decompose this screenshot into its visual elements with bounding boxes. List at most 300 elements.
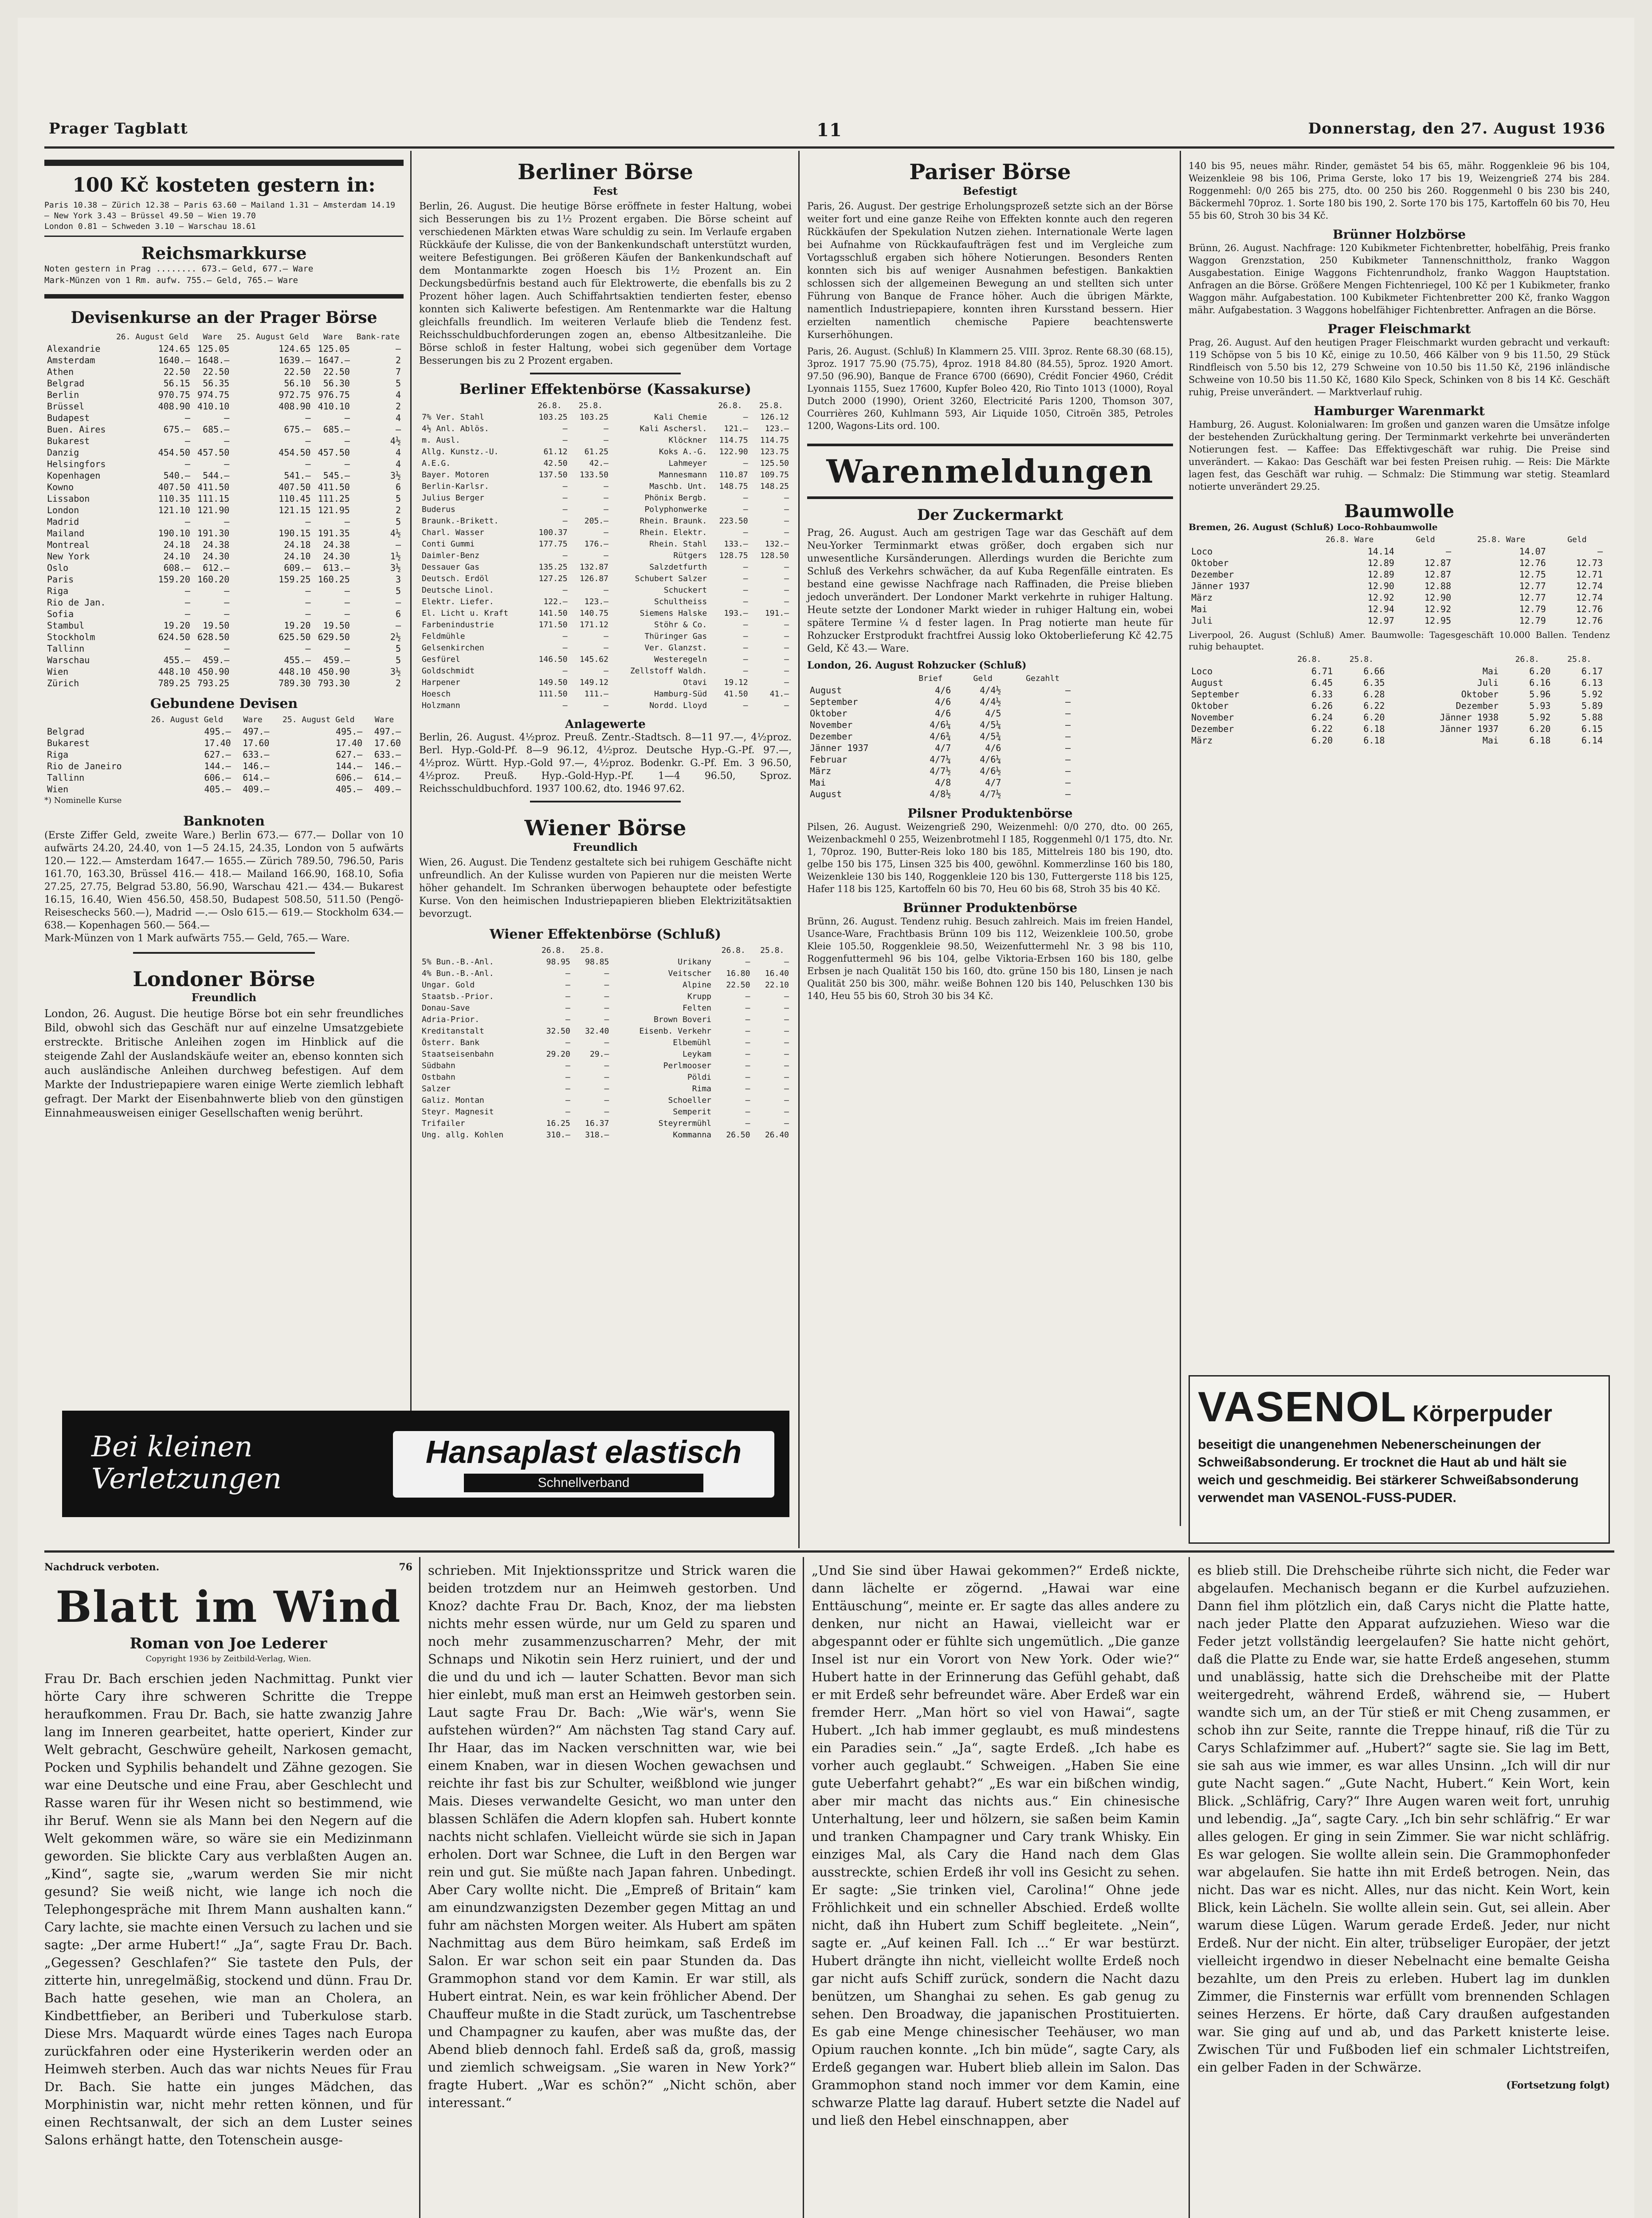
devisen-row-cell: 541.—	[284, 470, 311, 481]
liverpool-row-cell: 6.20	[1529, 724, 1551, 734]
zucker-row-cell: September	[810, 696, 858, 707]
kassa-row-cell: —	[743, 562, 748, 572]
berlin-text: Berlin, 26. August. Die heutige Börse eröffnete in fester Haltung, wobei sich Besserungen bis zu 1½ Prozent ergaben. Die Börse scheint auf verschiedenen Märkten etwas Ware schuldig zu sein. Im Verlaufe ergaben Rückkäufe der Kulisse, die von der Bankenkundschaft unterstützt wurden, weitere Befestigungen. Bei größeren Käufen der Bankenkundschaft auf dem Montanmarkte zogen Hoesch bis 1½ Prozent an. Ein Deckungsbedürfnis bestand auch für Elektrowerte, die ebenfalls bis zu 2 Prozent höher lagen. Auch Schiffahrtsaktien tendierten fester, ebenso konnten sich Kaliwerte befestigen. Am Rentenmarkte war die Haltung gleichfalls freundlich. Im weiteren Verlaufe blieb die Tendenz fest. Reichsschuldbuchforderungen zogen an, ebenso Altbesitzanleihe. Die Börse schloß in fester Haltung, wobei sich gegenüber dem Vortage Besserungen bis zu 2 Prozent ergaben.	[419, 201, 792, 366]
kassa-col-header: 25.8.	[759, 401, 783, 410]
zucker-row-cell	[1004, 708, 1012, 719]
kassa-row-cell: 121.—	[724, 424, 748, 433]
devisen-row-cell: 24.38	[203, 539, 230, 550]
kassa-row-cell: 19.12	[724, 678, 748, 687]
liverpool-row-cell: 5.93	[1529, 700, 1551, 711]
wien-row-cell: —	[784, 1026, 789, 1036]
wien-row-cell: 16.80	[726, 969, 750, 978]
kassa-row-cell: Holzmann	[422, 701, 460, 710]
wien-col-header: 26.8.	[542, 946, 566, 955]
gebundene-rows	[44, 726, 404, 795]
devisen-row-cell: —	[344, 459, 350, 469]
devisen-row-cell: 410.10	[318, 401, 350, 412]
kassa-row	[419, 677, 792, 688]
gebundene-row	[44, 726, 404, 737]
liverpool-row-cell: 6.24	[1311, 712, 1333, 723]
devisen-row	[44, 608, 404, 620]
finance-column-4	[1189, 160, 1610, 746]
baumwolle-row-cell: 12.92	[1424, 604, 1452, 614]
liverpool-row-cell: 6.28	[1363, 689, 1385, 700]
liverpool-row-cell: 6.18	[1363, 735, 1385, 746]
novel-title: Blatt im Wind	[55, 1582, 401, 1632]
devisen-row-cell: —	[224, 459, 230, 469]
zucker-row-cell: 4/6	[985, 743, 1001, 753]
kassa-row-cell: 135.25	[538, 562, 568, 572]
wien-row-cell: —	[604, 1061, 609, 1070]
kassa-title: Berliner Effektenbörse (Kassakurse)	[459, 381, 752, 397]
wien-row-cell: 22.50	[726, 980, 750, 990]
devisen-row-cell: 24.10	[284, 551, 311, 562]
novel-column-4	[1197, 1561, 1610, 2091]
devisen-row-cell: 411.50	[318, 482, 350, 492]
gebundene-row-cell: 627.—	[204, 749, 231, 760]
zucker-row-cell	[954, 742, 962, 754]
wien-col-header	[419, 945, 534, 956]
gebundene-row-cell: 405.—	[204, 784, 231, 794]
liverpool-row	[1189, 665, 1605, 677]
column-divider	[803, 1557, 804, 2218]
baumwolle-row-cell: Juli	[1191, 615, 1213, 626]
wien-table	[419, 945, 792, 1141]
devisen-row-cell: 407.50	[158, 482, 190, 492]
wien-row-cell: Ungar. Gold	[422, 980, 475, 990]
devisen-row-cell: 6	[395, 482, 401, 492]
wien-row-cell: 32.40	[585, 1026, 609, 1036]
baumwolle-row-cell: 12.75	[1519, 569, 1546, 580]
baumwolle-col-header	[1189, 534, 1302, 546]
pilsen-text: Pilsen, 26. August. Weizengrieß 290, Weizenmehl: 0/0 270, dto. 00 265, Weizenbackmehl 0 255, Weizenbrotmehl I 185, Roggenmehl 0/1 175, dto. Nr. 1, 70proz. 190, Butter-Reis loko 180 bis 185, Mittelreis 180 bis 190, dto. gelbe 150 bis 175, Linsen 325 bis 400, gewöhnl. Kommerzlinse 160 bis 180, Weizenkleie 130 bis 140, Roggenkleie 120 bis 130, Futtergerste 118 bis 125, Hafer 118 bis 125, Kartoffeln 60 bis 70, Heu 60 bis 68, Stroh 35 bis 40 Kč.	[807, 822, 1173, 894]
kassa-row	[419, 631, 792, 642]
devisen-row	[44, 424, 404, 435]
devisen-row-cell: —	[224, 597, 230, 608]
wien-row-cell: 98.95	[546, 957, 570, 967]
wien-rows	[419, 956, 792, 1141]
devisen-row-cell: Wien	[47, 666, 69, 677]
kassa-row-cell: —	[743, 574, 748, 583]
devisen-row-cell: —	[184, 516, 190, 527]
devisen-row-cell: Montreal	[47, 539, 90, 550]
banknoten-text: (Erste Ziffer Geld, zweite Ware.) Berlin 673.— 677.— Dollar von 10 aufwärts 24.20, 24.40, von 1—5 24.15, 24.35, London von 5 aufwärts 120.— 122.— Amsterdam 1647.— 1655.— Zürich 789.50, 796.50, Paris 161.70, 163.30, Brüssel 416.— 418.— Mailand 166.90, 168.10, Sofia 27.25, 27.75, Belgrad 53.80, 56.90, Warschau 421.— 434.— Bukarest 16.15, 16.40, Wien 456.50, 458.50, Budapest 508.50, 511.50 (Pengö-Reiseschecks 560.—), Madrid —.— Oslo 615.— 619.— Stockholm 634.— 638.— Kopenhagen 560.— 564.—	[44, 830, 404, 931]
devisen-row-cell: Paris	[47, 574, 74, 585]
devisen-row-cell: 4½	[390, 528, 401, 539]
baumwolle-row-cell: 12.89	[1367, 569, 1394, 580]
devisen-row-cell: 19.20	[284, 620, 311, 631]
devisen-row-cell: —	[305, 586, 311, 596]
paris-kurse: Paris, 26. August. (Schluß) In Klammern 25. VIII. 3proz. Rente 68.30 (68.15), 3proz. 1917 75.90 (75.75), 4proz. 1918 84.80 (84.55), 5proz. 1920 Amort. 97.50 (96.90), Banque de France 6700 (6690), Crédit Foncier 4960, Crédit Lyonnais 1155, Suez 17600, Kupfer Boleo 420, Rio Tinto 1013 (1000), Royal Dutch 2000 (1990), Orient 3260, Electricité Paris 1200, Thomson 307, Courrières 260, Kuhlmann 593, Air Liquide 1050, Citroën 385, Petroles 1200, Wagons-Lits ord. 100.	[807, 346, 1173, 431]
devisen-row-cell: 789.25	[158, 678, 190, 688]
devisen-row-cell: 675.—	[284, 424, 311, 435]
kassa-row-cell: Conti Gummi	[422, 539, 475, 549]
devisen-row-cell: 160.25	[318, 574, 350, 585]
kassa-row	[419, 585, 792, 596]
zucker-row-cell	[1004, 696, 1012, 708]
devisen-row-cell: London	[47, 505, 79, 515]
wien-row-cell: —	[745, 1096, 750, 1105]
liverpool-row-cell: Oktober	[1191, 700, 1229, 711]
wien-row	[419, 1014, 792, 1026]
zucker-row	[807, 708, 1073, 719]
devisen-row-cell: 976.75	[318, 389, 350, 400]
kassa-row-cell: 149.50	[538, 678, 568, 687]
kassa-row-cell: —	[604, 643, 608, 653]
zucker-row-cell: November	[810, 720, 853, 730]
devisen-row-cell: Sofia	[47, 609, 74, 619]
devisen-row-cell: Oslo	[47, 562, 69, 573]
devisen-row-cell: 121.90	[197, 505, 230, 515]
devisen-row-cell: —	[184, 436, 190, 446]
zucker-row	[807, 742, 1073, 754]
devisen-row-cell: 789.30	[279, 678, 311, 688]
liverpool-row-cell: September	[1191, 689, 1240, 700]
newspaper-page	[18, 18, 1634, 2218]
kassa-row-cell: Daimler-Benz	[422, 551, 480, 560]
liverpool-row-cell: 6.18	[1529, 735, 1551, 746]
devisen-row	[44, 389, 404, 401]
kassa-row-cell: m. Ausl.	[422, 436, 460, 445]
zucker-row-cell	[1004, 731, 1012, 742]
kassa-row-cell: Siemens Halske	[640, 609, 707, 618]
kassa-row-cell: 109.75	[760, 470, 789, 480]
kassa-row-cell: —	[604, 586, 608, 595]
zucker-row-cell: 4/6	[935, 708, 951, 719]
devisen-col-header: 26. August Geld	[116, 332, 188, 342]
liverpool-row-cell: Mai	[1482, 735, 1499, 746]
gebundene-row-cell: 497.—	[374, 726, 401, 737]
devisen-row-cell: 1648.—	[197, 355, 230, 366]
kassa-row-cell: —	[604, 701, 608, 710]
kassa-row-cell: 61.25	[584, 447, 608, 456]
kassa-row-cell: Gelsenkirchen	[422, 643, 484, 653]
devisen-row-cell: Riga	[47, 586, 69, 596]
kassa-row	[419, 446, 792, 458]
devisen-row	[44, 654, 404, 666]
baumwolle-row-cell: 12.87	[1424, 558, 1452, 568]
baumwolle-row-cell: 12.73	[1576, 558, 1603, 568]
kassa-row-cell: 133.50	[579, 470, 608, 480]
wien-row-cell: —	[565, 1015, 570, 1024]
devisen-row-cell: —	[344, 516, 350, 527]
wien-kurse-title: Wiener Effektenbörse (Schluß)	[489, 927, 722, 942]
kassa-row-cell: Klöckner	[668, 436, 707, 445]
kassa-row-cell: —	[604, 666, 608, 676]
baumwolle-row-cell: 12.76	[1519, 558, 1546, 568]
kassa-row-cell: —	[562, 643, 568, 653]
devisen-row-cell: New York	[47, 551, 90, 562]
kassa-row-cell: 122.90	[719, 447, 748, 456]
liverpool-row	[1189, 700, 1605, 712]
liverpool-row-cell: 6.71	[1311, 666, 1333, 676]
kassa-row-cell: —	[743, 528, 748, 537]
gebundene-row-cell: Wien	[47, 784, 69, 794]
devisen-row	[44, 435, 404, 447]
vasenol-brand-line	[1198, 1383, 1601, 1431]
wien-row-cell: —	[784, 1050, 789, 1059]
devisen-row-cell: 2	[395, 401, 401, 412]
kassa-row-cell: 140.75	[579, 609, 608, 618]
devisen-row-cell: —	[224, 643, 230, 654]
devisen-row	[44, 585, 404, 597]
devisen-row	[44, 562, 404, 574]
kassa-row-cell: —	[604, 551, 608, 560]
baumwolle-row-cell: 12.94	[1367, 604, 1394, 614]
liverpool-row-cell: Jänner 1938	[1440, 712, 1499, 723]
kassa-row-cell: 128.75	[719, 551, 748, 560]
kassa-row-cell: Hoesch	[422, 689, 451, 699]
devisen-row-cell: —	[395, 539, 401, 550]
devisen-row-cell: Tallinn	[47, 643, 85, 654]
hansaplast-brand: Hansaplast elastisch	[425, 1435, 742, 1470]
zucker-col-header	[807, 673, 907, 684]
kassa-row-cell: 126.12	[760, 413, 789, 422]
kassa-row	[419, 423, 792, 435]
devisen-row-cell: 972.75	[279, 389, 311, 400]
zucker-row-cell: 4/6¾	[930, 731, 951, 742]
zucker-row	[807, 788, 1073, 800]
wien-row-cell: —	[745, 1015, 750, 1024]
liverpool-row-cell: 6.22	[1311, 724, 1333, 734]
devisen-row-cell: 974.75	[197, 389, 230, 400]
devisen-row-cell: Brüssel	[47, 401, 85, 412]
devisen-row-cell: 121.15	[279, 505, 311, 515]
devisen-row-cell: 159.25	[279, 574, 311, 585]
zucker-row-cell: —	[1065, 731, 1071, 742]
wien-row	[419, 968, 792, 979]
kassa-row-cell: —	[604, 424, 608, 433]
devisen-row-cell: 24.10	[163, 551, 190, 562]
gebundene-row-cell: 17.60	[243, 738, 270, 748]
kassa-row-cell: Hamburg-Süd	[654, 689, 707, 699]
devisen-row-cell: —	[305, 459, 311, 469]
kassa-row-cell: Kali Aschersl.	[640, 424, 707, 433]
short-rule	[133, 952, 315, 954]
kassa-row-cell: —	[784, 597, 789, 606]
devisen-row-cell: 612.—	[203, 562, 230, 573]
kassa-row-cell: Ver. Glanzst.	[644, 643, 707, 653]
devisen-row-cell: 545.—	[323, 470, 350, 481]
kassa-row-cell: 122.—	[543, 597, 568, 606]
masthead-rule	[44, 146, 1614, 149]
devisen-row-cell: 448.10	[158, 666, 190, 677]
kassa-row-cell: —	[784, 562, 789, 572]
zucker-row-cell: Februar	[810, 754, 848, 765]
kassa-row-cell: Berlin-Karlsr.	[422, 482, 489, 491]
devisen-row-cell: 56.10	[284, 378, 311, 389]
kassa-row	[419, 527, 792, 539]
kassa-row-cell: Feldmühle	[422, 632, 465, 641]
baumwolle-row	[1189, 580, 1605, 592]
wien-row-cell: —	[745, 957, 750, 967]
devisen-col-header: Ware	[323, 332, 343, 342]
devisen-row-cell: Belgrad	[47, 378, 85, 389]
wien-row-cell: —	[565, 1038, 570, 1047]
holz-text: Brünn, 26. August. Nachfrage: 120 Kubikmeter Fichtenbretter, hobelfähig, Preis franko Waggon Grenzstation, 250 Kubikmeter Tannenschnittholz, franko Waggon Ausgabestation. Einige Waggons Fichtenrundholz, franko Waggon Hauptstation. Anfragen an die Börse. Größere Mengen Fichtenriegel, 100 Kč per 1 Kubikmeter, franko Waggon mähr. Aufgabestation. 100 Kubikmeter Fichtenbretter 200 Kč, franko Waggon mähr. Aufgabestation. 3 Waggons hobelfähiger Fichtenbretter. Anfragen an die Börse.	[1189, 243, 1610, 315]
devisen-row-cell: Madrid	[47, 516, 79, 527]
kassa-col-header	[419, 400, 529, 412]
kassa-row-cell: Schultheiss	[654, 597, 707, 606]
wien-row-cell: 32.50	[546, 1026, 570, 1036]
wien-row-cell: —	[745, 1026, 750, 1036]
liverpool-row-cell: 5.96	[1529, 689, 1551, 700]
kassa-row-cell: Polyphonwerke	[644, 505, 707, 514]
devisen-row-cell: 19.50	[323, 620, 350, 631]
baumwolle-row-cell: 14.07	[1519, 546, 1546, 557]
vasenol-ad	[1189, 1375, 1610, 1544]
kassa-row-cell: —	[562, 666, 568, 676]
devisen-row-cell: —	[224, 413, 230, 423]
kassa-row-cell: Braunk.-Brikett.	[422, 516, 499, 526]
wien-row-cell: —	[604, 992, 609, 1001]
wien-row-cell: —	[745, 1084, 750, 1093]
wien-row-cell: Pöldi	[687, 1073, 711, 1082]
kassa-row-cell: —	[743, 505, 748, 514]
devisen-row-cell: Kowno	[47, 482, 74, 492]
devisen-row-cell: 408.90	[158, 401, 190, 412]
baumwolle-row-cell: Mai	[1191, 604, 1208, 614]
devisen-row-cell: 1647.—	[318, 355, 350, 366]
gebundene-row-cell: 409.—	[374, 784, 401, 794]
kassa-row-cell: Otavi	[683, 678, 707, 687]
wien-row-cell: —	[604, 1015, 609, 1024]
devisen-row	[44, 401, 404, 412]
kassa-row-cell: Buderus	[422, 505, 455, 514]
kassa-row-cell: —	[784, 655, 789, 664]
wien-row	[419, 991, 792, 1003]
devisen-row-cell: 408.90	[279, 401, 311, 412]
novel-text-col4: es blieb still. Die Drehscheibe rührte sich nicht, die Feder war abgelaufen. Mechanisch begann er die Kurbel aufzuziehen. Dann fiel ihm plötzlich ein, daß Carys nicht die Platte hatte, nach jeder Platte den Apparat aufzuziehen. Wieso war die Feder jetzt vollständig leergelaufen? Sie hatte nicht gehört, daß die Platte zu Ende war, sie hatte Erdeß angesehen, stumm und unablässig, hatte sich die Drehscheibe mit der Platte weitergedreht, während Erdeß, während sie, — Hubert wandte sich um, an der Tür stieß er mit Cheng zusammen, er schob ihn zur Seite, rannte die Treppe hinauf, riß die Tür zu Carys Schlafzimmer auf. „Hubert?“ sagte sie. Sie lag im Bett, sie sah aus wie immer, es war alles Unsinn. „Ich will dir nur gute Nacht sagen.“ „Gute Nacht, Hubert.“ Kein Wort, kein Blick. „Schläfrig, Cary?“ Ihre Augen waren weit fort, unruhig und lebendig. „Ja“, sagte Cary. „Ich bin sehr schläfrig.“ Er war alles gelogen. Er ging in sein Zimmer. Sie war nicht schläfrig. Es war gelogen. Sie wollte allein sein. Die Grammophonfeder war abgelaufen. Sie hatte ihn mit Erdeß betrogen. Nein, das nicht. Das war es nicht. Alles, nur das nicht. Kein Wort, kein Blick, kein Lächeln. Sie wollte allein sein. Gut, sei allein. Aber warum diese Lügen. Warum gerade Erdeß. Jeder, nur nicht Erdeß. Nur der nicht. Ein alter, trübseliger Europäer, der jetzt vielleicht irgendwo in dieser Nebelnacht eine bemalte Geisha bezahlte, um den Preis zu erleben. Hubert lag im dunklen Zimmer, die Finsternis war erfüllt vom brennenden Schlagen seines Herzens. Er hörte, daß Cary draußen aufgestanden war. Sie ging auf und ab, und das Parkett knisterte leise. Zwischen Tür und Fußboden lief ein schmaler Lichtstreifen, ein gelber Faden in der Schwärze.	[1197, 1563, 1610, 2075]
gebundene-title: Gebundene Devisen	[150, 696, 298, 712]
wien-row-cell: Österr. Bank	[422, 1038, 480, 1047]
devisen-row-cell: —	[184, 586, 190, 596]
novel-text-col3: „Und Sie sind über Hawai gekommen?“ Erdeß nickte, dann lächelte er zögernd. „Hawai war eine Enttäuschung“, meinte er. Er sagte das alles andere zu denken, nur nicht an Hawai, vielleicht war er abgespannt oder er fühlte sich ungemütlich. „Die ganze Insel ist nur ein Vorort von New York. Oder wie?“ Hubert hatte in der Erinnerung das Gefühl gehabt, daß er mit Erdeß sehr befreundet wäre. Aber Erdeß war ein fremder Herr. „Man hört so viel von Hawai“, sagte Hubert. „Ich hab immer geglaubt, es muß mindestens ein Paradies sein.“ „Ja“, sagte Erdeß. „Ich habe es vorher auch geglaubt.“ Schweigen. „Haben Sie eine gute Ueberfahrt gehabt?“ „Es war ein bißchen windig, aber mir macht das nichts aus.“ Ein chinesische Unterhaltung, leer und hölzern, sie saßen beim Kamin und tranken Champagner und Cary trank Whisky. Ein einziges Mal, als Cary die Hand nach dem Glas ausstreckte, schien Erdeß ihr voll ins Gesicht zu sehen. Er sagte: „Sie trinken viel, Carolina!“ Ohne jede Fröhlichkeit und ein schneller Abschied. Erdeß wollte nicht, daß ihn Hubert zum Schiff begleitete. „Nein“, sagte er. „Auf keinen Fall. Ich ...“ Er war bestürzt. Hubert drängte ihn nicht, vielleicht wollte Erdeß noch gar nicht aufs Schiff zurück, sondern die Nacht dazu benützen, um Shanghai zu sehen. Es gab genug zu sehen. Den Broadway, die japanischen Prostituierten. Es gab eine Menge chinesischer Teehäuser, wo man Opium rauchen konnte. „Ich bin müde“, sagte Cary, als Erdeß gegangen war. Hubert blieb allein im Salon. Das Grammophon stand noch immer vor dem Kamin, eine schwarze Platte lag darauf. Hubert setzte die Nadel auf und ließ den Hebel einschnappen, aber	[812, 1563, 1180, 2128]
gebundene-row-cell: 146.—	[243, 761, 270, 771]
wien-row-cell: Perlmooser	[663, 1061, 711, 1070]
zucker-row	[807, 719, 1073, 731]
wien-row-cell: Staatseisenbahn	[422, 1050, 494, 1059]
wien-row-cell: 26.50	[726, 1130, 750, 1140]
wien-title: Wiener Börse	[524, 816, 687, 841]
devisen-row-cell: —	[344, 643, 350, 654]
devisen-row-cell: 793.25	[197, 678, 230, 688]
baumwolle-row-cell: Loco	[1191, 546, 1213, 557]
kassa-row-cell: Farbenindustrie	[422, 620, 494, 629]
devisen-row-cell: Danzig	[47, 447, 79, 458]
zucker-row-cell: 4/6¼	[930, 720, 951, 730]
zucker-row-cell: August	[810, 685, 842, 696]
wien-row-cell: Ostbahn	[422, 1073, 455, 1082]
zucker-row-cell	[1004, 777, 1012, 788]
devisen-row-cell: —	[224, 436, 230, 446]
novel-text-col2: schrieben. Mit Injektionsspritze und Strick waren die beiden trotzdem nur an Heimweh gestorben. Und Knoz? dachte Frau Dr. Bach, Knoz, der ma liebsten nichts mehr essen würde, nur um Geld zu sparen und noch mehr zusammenzuscharren? Mehr, der mit Schnaps und Nikotin sein Herz ruiniert, und der und die und du und ich — lauter Schatten. Bevor man sich hier einlebt, muß man erst an Heimweh gestorben sein. Laut sagte Frau Dr. Bach: „Wie wär's, wenn Sie aufstehen würden?“ Am nächsten Tag stand Cary auf. Ihr Haar, das im Nacken verschnitten war, wie bei einem Knaben, war in diesen Wochen gewachsen und reichte ihr fast bis zur Schulter, weißblond wie junger Mais. Dieses verwandelte Gesicht, wo man unter den blassen Schläfen die Adern klopfen sah. Hubert konnte nachts nicht schlafen. Vielleicht würde sie sich in Japan erholen. Dort war Schnee, die Luft in den Bergen war rein und gut. Sie müßte nach Japan fahren. Unbedingt. Aber Cary wollte nicht. Die „Empreß of Britain“ kam am einundzwanzigsten Dezember gegen Mittag an und fuhr am nächsten Morgen weiter. Als Hubert am späten Nachmittag aus dem Büro heimkam, saß Erdeß im Salon. Er war schon seit ein paar Stunden da. Das Grammophon stand vor dem Kamin. Er war still, als Hubert eintrat. Nein, es war kein fröhlicher Abend. Der Chauffeur mußte in die Stadt zurück, um Taschentrebse und Champagner zu kaufen, aber was mußte das, der Abend blieb dennoch fahl. Erdeß saß da, groß, massig und ziemlich schweigsam. „Sie waren in New York?“ fragte Hubert. „War es schön?“ „Nicht schön, aber interessant.“	[428, 1563, 796, 2110]
kassa-row-cell: —	[562, 632, 568, 641]
kassa-row-cell: Thüringer Gas	[644, 632, 707, 641]
kassa-row-cell: —	[784, 528, 789, 537]
zucker-row-cell	[954, 696, 962, 708]
devisen-row-cell: Buen. Aires	[47, 424, 106, 435]
gebundene-row-cell: 17.40	[335, 738, 363, 748]
gebundene-table	[44, 714, 404, 795]
liverpool-col-header: 25.8.	[1567, 655, 1592, 664]
gebundene-row-cell: Bukarest	[47, 738, 90, 748]
london-zucker-table	[807, 673, 1073, 800]
wien-row-cell: 22.10	[765, 980, 789, 990]
zucker-row-cell: 4/5	[985, 708, 1001, 719]
wien-text: Wien, 26. August. Die Tendenz gestaltete sich bei ruhigem Geschäfte nicht unfreundlich. An der Kulisse wurden von Papieren nur die meisten Werte höher gehandelt. Im Schranken überwogen behauptete oder befestigte Kurse. Von den heimischen Industriepapieren blieben Elektrizitätsaktien bevorzugt.	[419, 857, 792, 920]
holz-title: Brünner Holzbörse	[1332, 227, 1466, 242]
wien-row-cell: —	[565, 969, 570, 978]
baumwolle-row-cell: Oktober	[1191, 558, 1229, 568]
kassa-row-cell: —	[784, 505, 789, 514]
devisen-row-cell: 793.30	[318, 678, 350, 688]
wien-row-cell: Semperit	[673, 1107, 711, 1117]
wien-row	[419, 956, 792, 968]
baumwolle-row-cell: März	[1191, 592, 1213, 603]
kassa-row-cell: Koks A.-G.	[659, 447, 707, 456]
devisen-row-cell: 628.50	[197, 632, 230, 642]
wien-row-cell: —	[565, 1003, 570, 1013]
kc-line: London 0.81 — Schweden 3.10 — Warschau 18.61	[44, 222, 256, 231]
liverpool-row-cell: 6.20	[1363, 712, 1385, 723]
devisen-row-cell: 110.35	[158, 493, 190, 504]
zucker-row-cell: 4/8½	[930, 789, 951, 799]
vasenol-brand: VASENOL	[1198, 1383, 1407, 1431]
kassa-row	[419, 504, 792, 515]
zucker-col-header: Brief	[918, 674, 943, 683]
kassa-row-cell: Elektr. Liefer.	[422, 597, 494, 606]
wien-row-cell: —	[604, 969, 609, 978]
devisen-row	[44, 493, 404, 504]
devisen-row-cell: 5	[395, 655, 401, 665]
kassa-row	[419, 550, 792, 562]
wien-col-header: 26.8.	[721, 946, 746, 955]
wien-row-cell: —	[784, 992, 789, 1001]
zucker-text: Prag, 26. August. Auch am gestrigen Tage war das Geschäft auf dem Neu-Yorker Terminmarkt etwas größer, doch ergaben sich nur unwesentliche Kursänderungen. Allerdings wurden die Berichte zum Schluß des Verkehrs schwächer, da auf Kuba Regenfälle eintraten. Es bestand eine gewisse Nachfrage nach Raffinaden, die Preise blieben jedoch unverändert. Der Londoner Markt verkehrte in ruhiger Haltung. Heute setzte der Londoner Markt wieder in ruhiger Haltung ein, wobei spätere Termine ¼ d fester lagen. In Prag notierte man heute für Rohzucker Erstprodukt frachtfrei Aussig loko Oktoberlieferung Kč 42.75 Geld, Kč 43.— Ware.	[807, 527, 1173, 654]
kassa-row	[419, 688, 792, 700]
devisen-row-cell: 24.30	[203, 551, 230, 562]
zucker-row-cell: —	[1065, 720, 1071, 730]
devisen-row-cell: 970.75	[158, 389, 190, 400]
liverpool-row-cell: 6.13	[1581, 677, 1603, 688]
baumwolle-row	[1189, 592, 1605, 603]
kassa-row	[419, 573, 792, 585]
devisen-row-cell: —	[395, 597, 401, 608]
wien-row-cell: Kreditanstalt	[422, 1026, 484, 1036]
gebundene-col-header: 26. August Geld	[151, 715, 224, 724]
devisen-row-cell: Zürich	[47, 678, 79, 688]
devisen-row	[44, 343, 404, 354]
liverpool-row-cell: 6.26	[1311, 700, 1333, 711]
kassa-row-cell: —	[562, 505, 568, 514]
devisen-row-cell: —	[184, 643, 190, 654]
wien-row-cell: —	[565, 1096, 570, 1105]
devisen-row-cell: 1639.—	[279, 355, 311, 366]
novel-column-3	[812, 1561, 1180, 2129]
liverpool-row-cell: 6.20	[1311, 735, 1333, 746]
zucker-row-cell	[954, 708, 962, 719]
devisen-row-cell: Amsterdam	[47, 355, 95, 366]
zucker-row	[807, 731, 1073, 742]
gebundene-row	[44, 760, 404, 772]
kassa-row-cell: Kali Chemie	[654, 413, 707, 422]
kassa-row-cell: Rhein. Elektr.	[640, 528, 707, 537]
devisen-row-cell: Rio de Jan.	[47, 597, 106, 608]
kassa-row-cell: Goldschmidt	[422, 666, 475, 676]
devisen-row-cell: 450.90	[197, 666, 230, 677]
zucker-row	[807, 684, 1073, 696]
